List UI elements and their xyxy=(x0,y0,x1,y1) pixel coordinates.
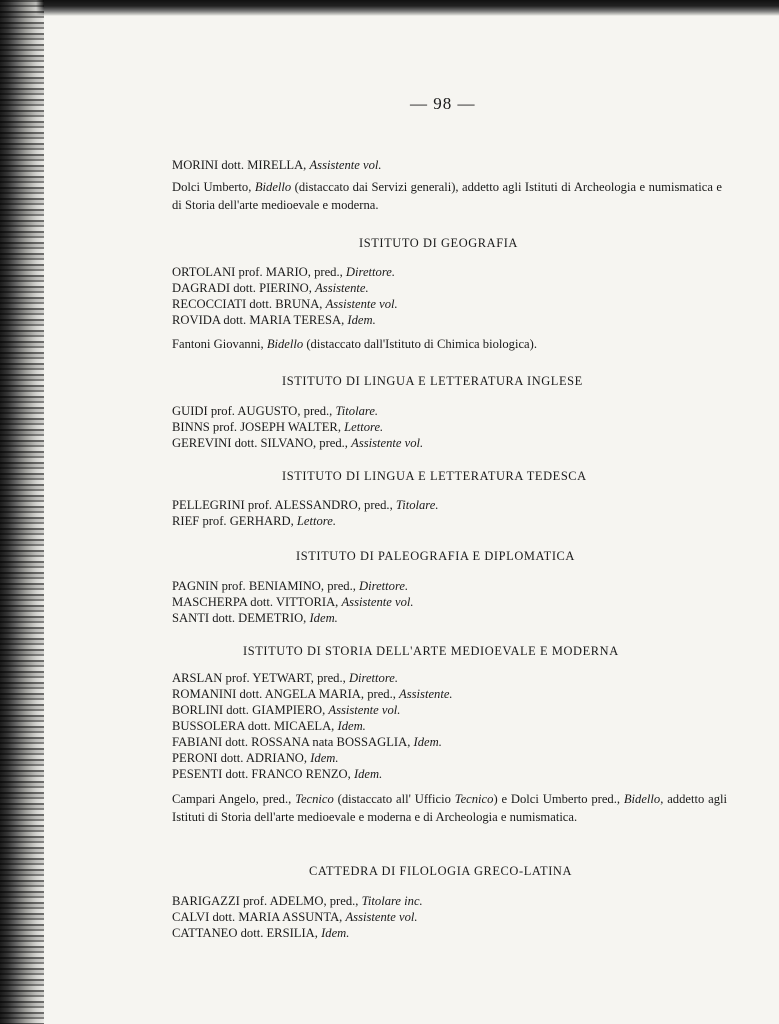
staff-role: Assistente. xyxy=(315,281,369,295)
staff-name: PAGNIN prof. BENIAMINO, pred., xyxy=(172,579,356,593)
staff-role: Idem. xyxy=(337,719,366,733)
staff-role: Titolare inc. xyxy=(361,894,423,908)
staff-name: PELLEGRINI prof. ALESSANDRO, pred., xyxy=(172,498,393,512)
staff-role: Idem. xyxy=(353,767,383,781)
staff-name: RIEF prof. GERHARD, xyxy=(172,514,294,528)
staff-line xyxy=(172,750,339,766)
staff-line xyxy=(172,578,408,594)
section-heading: ISTITUTO DI LINGUA E LETTERATURA TEDESCA xyxy=(282,469,587,483)
staff-role: Idem. xyxy=(310,751,339,765)
staff-name: Fantoni Giovanni, xyxy=(172,337,264,351)
staff-name: BUSSOLERA dott. MICAELA, xyxy=(172,719,335,733)
staff-name: PERONI dott. ADRIANO, xyxy=(172,751,308,765)
staff-line xyxy=(172,925,349,941)
staff-line xyxy=(172,718,366,734)
staff-role: Assistente vol. xyxy=(351,436,424,450)
staff-role: Direttore. xyxy=(345,265,396,279)
staff-role: Lettore. xyxy=(296,514,336,528)
staff-name: RECOCCIATI dott. BRUNA, xyxy=(172,297,323,311)
staff-role: Titolare. xyxy=(335,404,379,418)
staff-line xyxy=(172,497,438,513)
staff-role: Idem. xyxy=(321,926,350,940)
staff-line xyxy=(172,610,338,626)
staff-role: Direttore. xyxy=(359,579,409,593)
staff-name: ARSLAN prof. YETWART, pred., xyxy=(172,671,346,685)
staff-role: Bidello xyxy=(266,337,304,351)
staff-name: CATTANEO dott. ERSILIA, xyxy=(172,926,318,940)
staff-name: ORTOLANI prof. MARIO, pred., xyxy=(172,265,343,279)
staff-role: Idem. xyxy=(347,313,376,327)
staff-line xyxy=(172,435,423,451)
staff-role: Direttore. xyxy=(348,671,399,685)
staff-name: FABIANI dott. ROSSANA nata BOSSAGLIA, xyxy=(172,735,411,749)
staff-role: Idem. xyxy=(309,611,338,625)
staff-line xyxy=(172,670,398,686)
staff-role: Assistente vol. xyxy=(325,297,398,311)
staff-line xyxy=(172,296,398,312)
staff-name: CALVI dott. MARIA ASSUNTA, xyxy=(172,910,343,924)
staff-line xyxy=(172,419,383,435)
staff-role: Assistente. xyxy=(399,687,453,701)
staff-line xyxy=(172,280,369,296)
note-paragraph: Dolci Umberto, Bidello (distaccato dai Servizi generali), addetto agli Istituti di Archeologia e numismatica e di Storia dell'arte medioevale e moderna. xyxy=(172,180,722,212)
staff-name: BORLINI dott. GIAMPIERO, xyxy=(172,703,326,717)
staff-role: Assistente vol. xyxy=(328,703,401,717)
staff-line xyxy=(172,157,382,173)
section-heading: ISTITUTO DI GEOGRAFIA xyxy=(359,236,518,250)
staff-line xyxy=(172,336,537,352)
staff-line xyxy=(172,403,378,419)
staff-line xyxy=(172,702,400,718)
staff-name: SANTI dott. DEMETRIO, xyxy=(172,611,307,625)
staff-line xyxy=(172,893,423,909)
staff-name: ROMANINI dott. ANGELA MARIA, pred., xyxy=(172,687,396,701)
staff-name: GUIDI prof. AUGUSTO, pred., xyxy=(172,404,333,418)
staff-name: ROVIDA dott. MARIA TERESA, xyxy=(172,313,345,327)
page-number: — 98 — xyxy=(410,94,476,113)
staff-line xyxy=(172,766,382,782)
staff-name: MASCHERPA dott. VITTORIA, xyxy=(172,595,339,609)
section-heading: ISTITUTO DI PALEOGRAFIA E DIPLOMATICA xyxy=(296,549,575,563)
staff-name: MORINI dott. MIRELLA, xyxy=(172,158,307,172)
staff-note: (distaccato dall'Istituto di Chimica biologica). xyxy=(303,337,537,351)
staff-role: Titolare. xyxy=(395,498,439,512)
staff-name: BARIGAZZI prof. ADELMO, pred., xyxy=(172,894,359,908)
staff-line xyxy=(172,312,376,328)
section-heading: CATTEDRA DI FILOLOGIA GRECO-LATINA xyxy=(309,864,573,878)
staff-role: Lettore. xyxy=(344,420,384,434)
staff-line xyxy=(172,594,414,610)
staff-role: Assistente vol. xyxy=(309,158,382,172)
staff-name: PESENTI dott. FRANCO RENZO, xyxy=(172,767,351,781)
staff-line xyxy=(172,734,442,750)
note-paragraph: Campari Angelo, pred., Tecnico (distaccato all' Ufficio Tecnico) e Dolci Umberto pred., Bidello, addetto agli Istituti di Storia dell'arte medioevale e moderna e di Archeologia e numismatica. xyxy=(172,792,727,824)
section-heading: ISTITUTO DI STORIA DELL'ARTE MEDIOEVALE E MODERNA xyxy=(243,644,619,658)
staff-line xyxy=(172,513,336,529)
staff-line xyxy=(172,909,418,925)
staff-name: DAGRADI dott. PIERINO, xyxy=(172,281,312,295)
staff-role: Idem. xyxy=(413,735,442,749)
section-heading: ISTITUTO DI LINGUA E LETTERATURA INGLESE xyxy=(282,374,583,388)
staff-name: BINNS prof. JOSEPH WALTER, xyxy=(172,420,341,434)
staff-role: Assistente vol. xyxy=(341,595,414,609)
staff-role: Assistente vol. xyxy=(345,910,418,924)
staff-name: GEREVINI dott. SILVANO, pred., xyxy=(172,436,348,450)
staff-line xyxy=(172,264,395,280)
staff-line xyxy=(172,686,453,702)
